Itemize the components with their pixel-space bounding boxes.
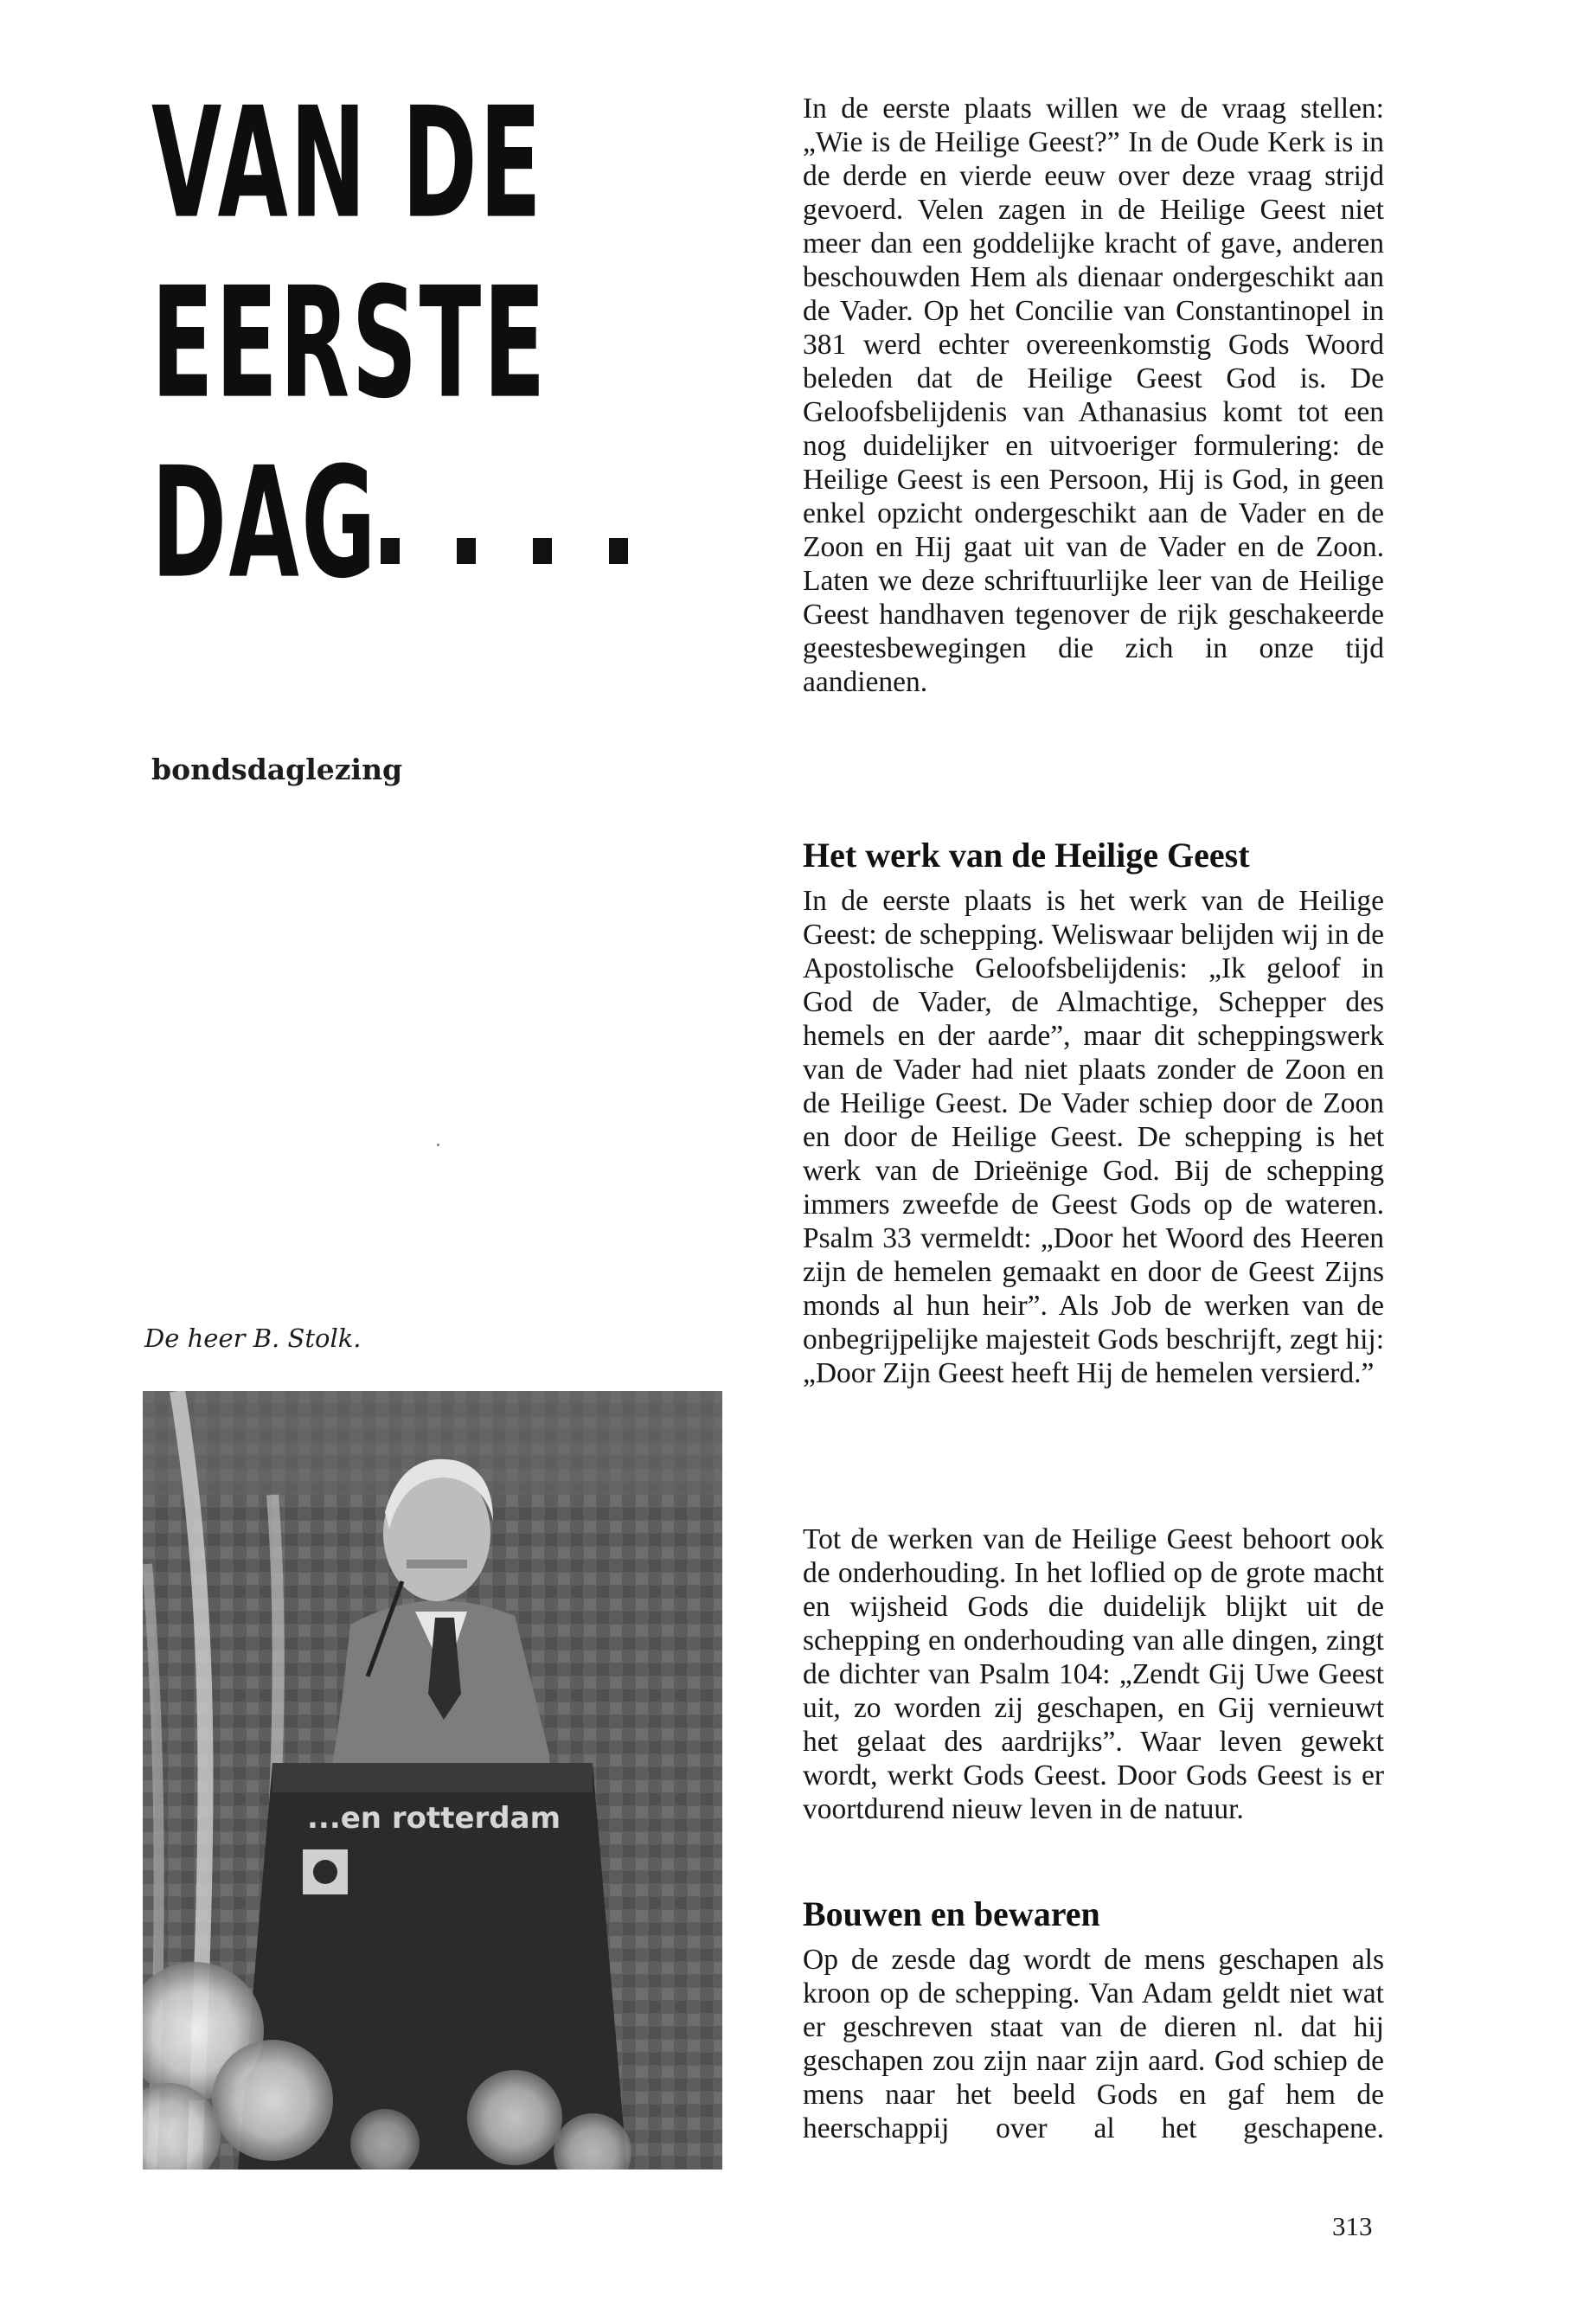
paragraph-man: Op de zesde dag wordt de mens geschapen als kroon op de schepping. Van Adam geldt niet wat er geschreven staat van de dieren nl. dat hij geschapen zou zijn naar zijn aard. God schiep de mens naar het beeld Gods en gaf hem de heerschappij over al het geschapene. [803,1944,1384,2144]
page-number: 313 [1332,2211,1373,2241]
speaker-photo [143,1391,722,2170]
section-heading-work: Het werk van de Heilige Geest [803,836,1250,875]
title-line-2: EERSTE [151,254,548,433]
paragraph-sustaining: Tot de werken van de Heilige Geest behoort ook de onderhouding. In het loflied op de grote macht en wijsheid Gods die duidelijk blijkt uit de schepping en onderhouding van alle dingen, zingt de dichter van Psalm 104: „Zendt Gij Uwe Geest uit, zo worden zij geschapen, en Gij vernieuwt het gelaat des aardrijks”. Waar leven gewekt wordt, werkt Gods Geest. Door Gods Geest is er voortdurend nieuw leven in de natuur. [803,1523,1384,1825]
section-heading-build: Bouwen en bewaren [803,1894,1100,1933]
intro-paragraph: In de eerste plaats willen we de vraag stellen: „Wie is de Heilige Geest?” In de Oude Kerk is in de derde en vierde eeuw over deze vraag strijd gevoerd. Velen zagen in de Heilige Geest niet meer dan een goddelijke kracht of gave, anderen beschouwden Hem als dienaar ondergeschikt aan de Vader. Op het Concilie van Constantinopel in 381 werd echter overeenkomstig Gods Woord beleden dat de Heilige Geest God is. De Geloofsbelijdenis van Athanasius komt tot een nog duidelijker en uitvoeriger formulering: de Heilige Geest is een Persoon, Hij is God, in geen enkel opzicht ondergeschikt aan de Vader en de Zoon en Hij gaat uit van de Vader en de Zoon. Laten we deze schriftuurlijke leer van de Heilige Geest handhaven tegenover de rijk geschakeerde geestesbewegingen die zich in onze tijd aandienen. [803,93,1384,698]
title-ellipsis-dots [381,538,666,569]
print-speck [437,1144,439,1146]
title-line-1: VAN DE [151,74,544,253]
lectern-text: ...en rotterdam [307,1801,561,1836]
ellipsis-dot [457,538,476,564]
ellipsis-dot [609,538,628,564]
ellipsis-dot [533,538,552,564]
ellipsis-dot [381,538,400,564]
paragraph-creation: In de eerste plaats is het werk van de Heilige Geest: de schepping. Weliswaar belijden wij in de Apostolische Geloofsbelijdenis: „Ik geloof in God de Vader, de Almachtige, Schepper des hemels en der aarde”, maar dit scheppingswerk van de Vader had niet plaats zonder de Zoon en de Heilige Geest. De Vader schiep door de Zoon en door de Heilige Geest. De schepping is het werk van de Drieënige God. Bij de schepping immers zweefde de Geest Gods op de wateren. Psalm 33 vermeldt: „Door het Woord des Heeren zijn de hemelen gemaakt en door de Geest Zijns monds al hun heir”. Als Job de werken van de onbegrijpelijke majesteit Gods beschrijft, zegt hij: „Door Zijn Geest heeft Hij de hemelen versierd.” [803,885,1384,1389]
photo-caption: De heer B. Stolk. [144,1324,362,1353]
title-line-3: DAG [151,434,378,613]
section-kicker: bondsdaglezing [151,753,403,786]
